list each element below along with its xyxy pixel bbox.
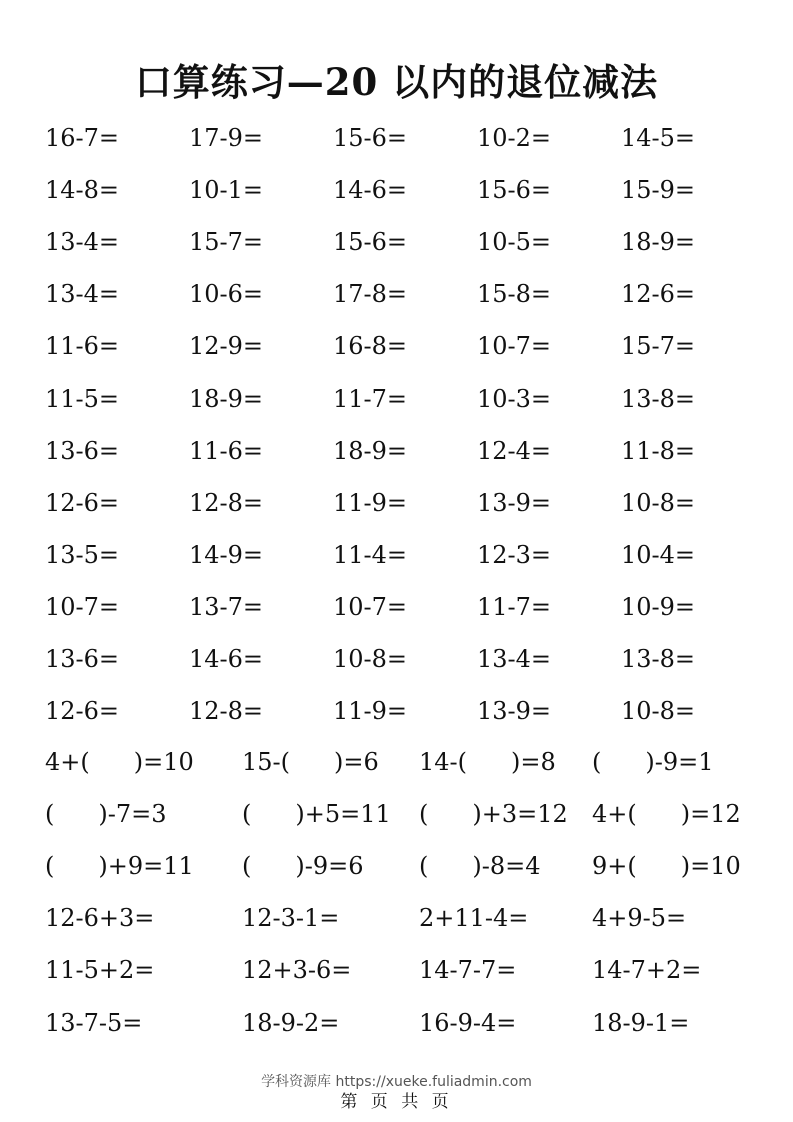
exercise: 14-8= bbox=[45, 176, 120, 205]
mixed-exercise: 12-6+3= bbox=[45, 904, 155, 933]
mixed-row bbox=[45, 892, 742, 944]
exercise: 12-8= bbox=[189, 488, 264, 517]
exercise: 10-8= bbox=[333, 644, 408, 673]
exercise: 14-5= bbox=[621, 124, 696, 153]
fill-blank-exercise: ( )-9=6 bbox=[242, 852, 364, 881]
exercise: 15-7= bbox=[189, 228, 264, 257]
exercise: 12-9= bbox=[189, 332, 264, 361]
exercise: 10-8= bbox=[621, 697, 696, 726]
exercise: 10-2= bbox=[477, 124, 552, 153]
fill-blank-exercise: 4+( )=12 bbox=[592, 800, 741, 829]
exercise: 10-6= bbox=[189, 280, 264, 309]
exercise: 11-5= bbox=[45, 384, 120, 413]
exercise: 17-9= bbox=[189, 124, 264, 153]
exercise: 11-9= bbox=[333, 697, 408, 726]
fill-blank-and-mixed-grid bbox=[45, 736, 742, 1049]
exercise: 13-4= bbox=[45, 228, 120, 257]
fill-blank-exercise: 14-( )=8 bbox=[419, 748, 556, 777]
subtraction-grid bbox=[45, 112, 765, 737]
exercise: 11-9= bbox=[333, 488, 408, 517]
exercise: 15-7= bbox=[621, 332, 696, 361]
exercise: 13-6= bbox=[45, 436, 120, 465]
exercise: 12-8= bbox=[189, 697, 264, 726]
exercise: 13-4= bbox=[45, 280, 120, 309]
exercise: 13-9= bbox=[477, 697, 552, 726]
fill-blank-exercise: 15-( )=6 bbox=[242, 748, 379, 777]
page-number: 第 页 共 页 bbox=[340, 1092, 453, 1112]
exercise: 10-8= bbox=[621, 488, 696, 517]
exercise: 14-9= bbox=[189, 540, 264, 569]
fill-blank-exercise: 9+( )=10 bbox=[592, 852, 741, 881]
exercise-row bbox=[45, 633, 765, 685]
mixed-row bbox=[45, 996, 742, 1048]
exercise: 13-5= bbox=[45, 540, 120, 569]
exercise: 17-8= bbox=[333, 280, 408, 309]
mixed-exercise: 14-7-7= bbox=[419, 956, 517, 985]
exercise: 15-6= bbox=[333, 124, 408, 153]
mixed-exercise: 2+11-4= bbox=[419, 904, 529, 933]
mixed-exercise: 4+9-5= bbox=[592, 904, 687, 933]
exercise: 13-9= bbox=[477, 488, 552, 517]
exercise: 13-4= bbox=[477, 644, 552, 673]
exercise: 11-6= bbox=[189, 436, 264, 465]
exercise: 10-9= bbox=[621, 592, 696, 621]
exercise: 13-6= bbox=[45, 644, 120, 673]
exercise-row bbox=[45, 581, 765, 633]
mixed-exercise: 14-7+2= bbox=[592, 956, 702, 985]
exercise: 15-6= bbox=[477, 176, 552, 205]
mixed-exercise: 12+3-6= bbox=[242, 956, 352, 985]
exercise: 12-6= bbox=[621, 280, 696, 309]
exercise: 16-7= bbox=[45, 124, 120, 153]
exercise-row bbox=[45, 216, 765, 268]
watermark-link[interactable]: 学科资源库 https://xueke.fuliadmin.com bbox=[261, 1074, 532, 1090]
mixed-exercise: 13-7-5= bbox=[45, 1008, 143, 1037]
exercise: 10-5= bbox=[477, 228, 552, 257]
exercise-row bbox=[45, 268, 765, 320]
page-title: 口算练习—20 以内的退位减法 bbox=[134, 60, 659, 104]
exercise-row bbox=[45, 112, 765, 164]
exercise: 13-8= bbox=[621, 384, 696, 413]
mixed-exercise: 12-3-1= bbox=[242, 904, 340, 933]
exercise: 11-6= bbox=[45, 332, 120, 361]
exercise: 13-7= bbox=[189, 592, 264, 621]
fill-blank-exercise: ( )+9=11 bbox=[45, 852, 194, 881]
exercise: 14-6= bbox=[189, 644, 264, 673]
exercise: 10-7= bbox=[477, 332, 552, 361]
exercise: 12-4= bbox=[477, 436, 552, 465]
mixed-exercise: 16-9-4= bbox=[419, 1008, 517, 1037]
exercise: 16-8= bbox=[333, 332, 408, 361]
exercise-row bbox=[45, 164, 765, 216]
mixed-exercise: 11-5+2= bbox=[45, 956, 155, 985]
exercise: 15-9= bbox=[621, 176, 696, 205]
exercise-row bbox=[45, 477, 765, 529]
exercise: 11-7= bbox=[333, 384, 408, 413]
mixed-exercise: 18-9-2= bbox=[242, 1008, 340, 1037]
fill-blank-exercise: ( )-9=1 bbox=[592, 748, 714, 777]
exercise: 10-1= bbox=[189, 176, 264, 205]
fill-blank-row bbox=[45, 736, 742, 788]
fill-blank-exercise: 4+( )=10 bbox=[45, 748, 194, 777]
exercise: 12-3= bbox=[477, 540, 552, 569]
exercise: 10-7= bbox=[45, 592, 120, 621]
exercise: 18-9= bbox=[621, 228, 696, 257]
exercise: 18-9= bbox=[333, 436, 408, 465]
exercise-row bbox=[45, 529, 765, 581]
exercise: 13-8= bbox=[621, 644, 696, 673]
exercise: 12-6= bbox=[45, 697, 120, 726]
exercise: 14-6= bbox=[333, 176, 408, 205]
exercise-row bbox=[45, 372, 765, 424]
exercise: 10-4= bbox=[621, 540, 696, 569]
exercise: 11-8= bbox=[621, 436, 696, 465]
fill-blank-exercise: ( )+5=11 bbox=[242, 800, 391, 829]
mixed-exercise: 18-9-1= bbox=[592, 1008, 690, 1037]
fill-blank-exercise: ( )-8=4 bbox=[419, 852, 541, 881]
exercise-row bbox=[45, 425, 765, 477]
exercise: 12-6= bbox=[45, 488, 120, 517]
exercise: 18-9= bbox=[189, 384, 264, 413]
exercise: 10-7= bbox=[333, 592, 408, 621]
fill-blank-exercise: ( )+3=12 bbox=[419, 800, 568, 829]
exercise-row bbox=[45, 320, 765, 372]
fill-blank-row bbox=[45, 788, 742, 840]
exercise: 11-4= bbox=[333, 540, 408, 569]
exercise-row bbox=[45, 685, 765, 737]
fill-blank-exercise: ( )-7=3 bbox=[45, 800, 167, 829]
mixed-row bbox=[45, 944, 742, 996]
exercise: 15-8= bbox=[477, 280, 552, 309]
exercise: 10-3= bbox=[477, 384, 552, 413]
fill-blank-row bbox=[45, 840, 742, 892]
exercise: 11-7= bbox=[477, 592, 552, 621]
exercise: 15-6= bbox=[333, 228, 408, 257]
